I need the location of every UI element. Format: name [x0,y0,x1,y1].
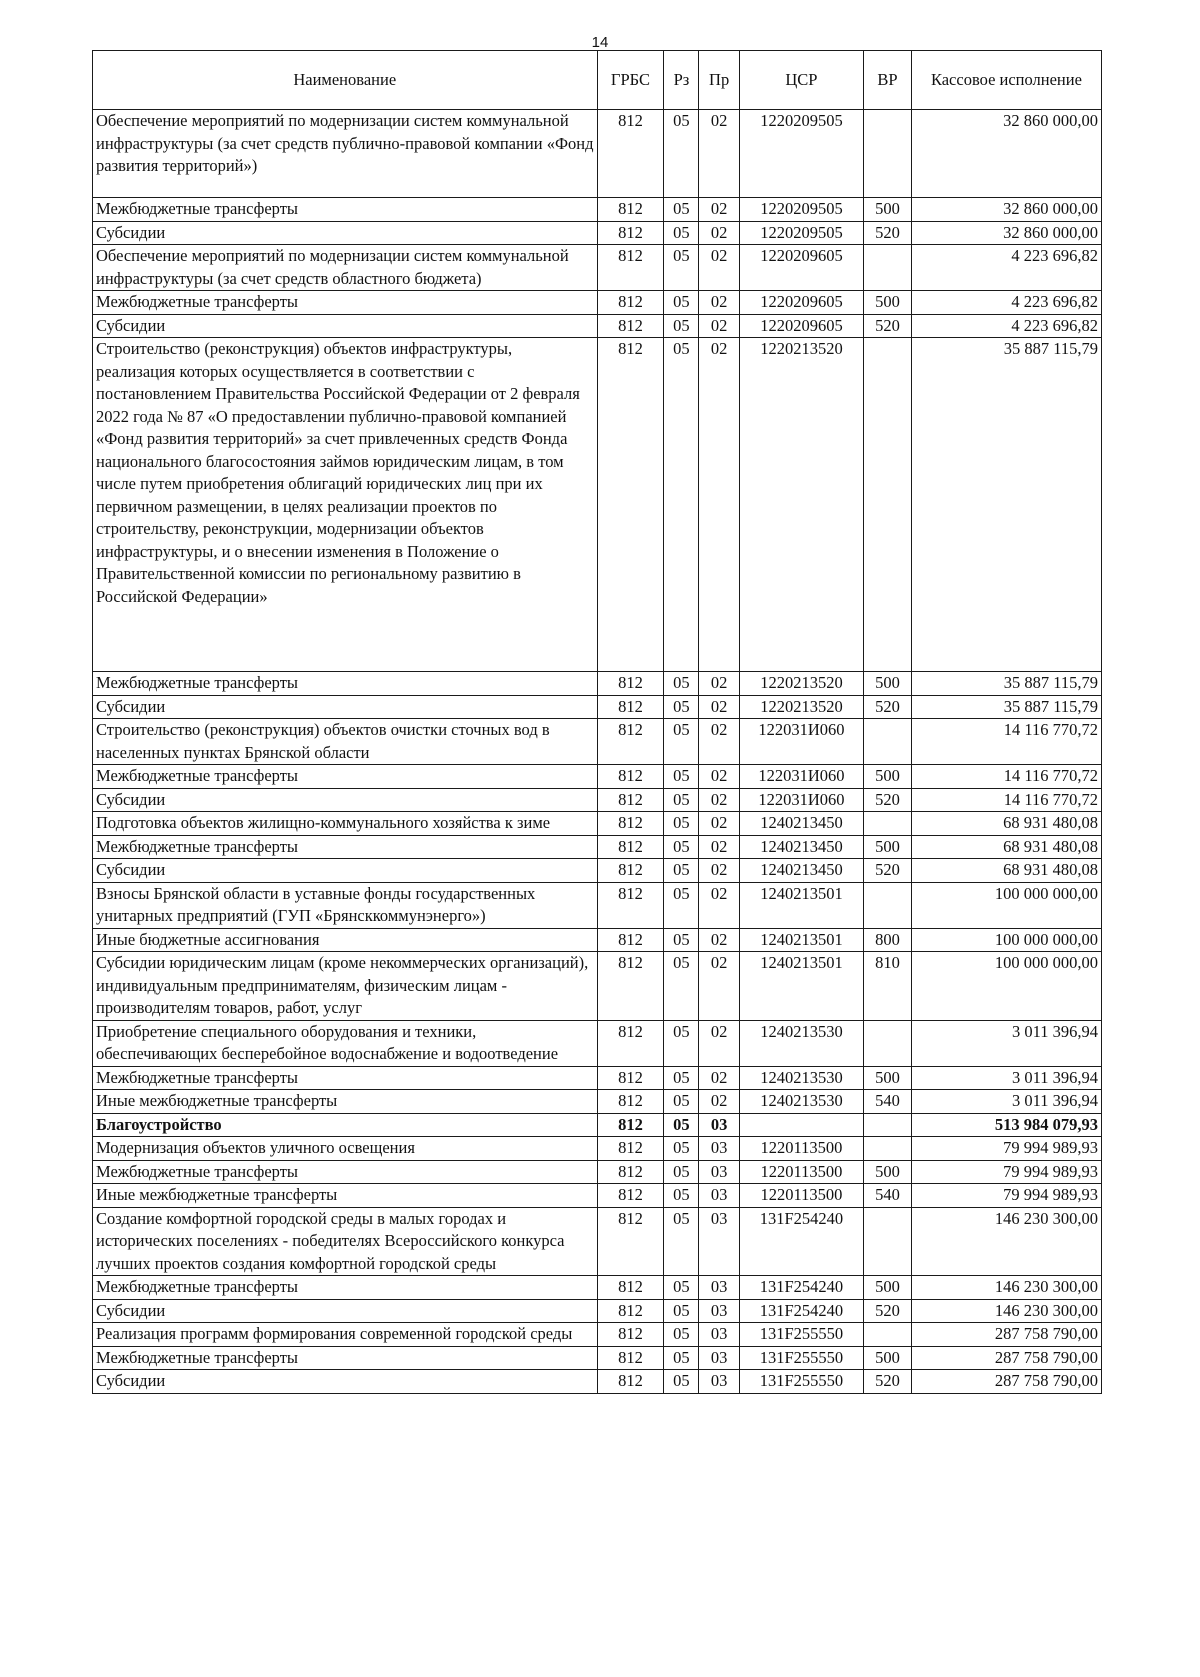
table-row [93,1276,1102,1300]
cell-pr: 03 [699,1276,739,1300]
cell-vr: 810 [864,952,912,1021]
cell-grbs: 812 [597,1370,664,1394]
table-row [93,812,1102,836]
cell-amount: 4 223 696,82 [911,245,1101,291]
cell-pr: 02 [699,835,739,859]
cell-name: Межбюджетные трансферты [93,1346,598,1370]
cell-grbs: 812 [597,1066,664,1090]
cell-grbs: 812 [597,338,664,672]
budget-execution-table [92,50,1102,1394]
cell-grbs: 812 [597,1346,664,1370]
table-body [93,110,1102,1394]
cell-amount: 4 223 696,82 [911,291,1101,315]
cell-vr: 500 [864,672,912,696]
cell-csr: 1220213520 [739,338,863,672]
cell-pr: 02 [699,338,739,672]
table-row [93,198,1102,222]
cell-grbs: 812 [597,110,664,198]
cell-vr: 500 [864,1160,912,1184]
cell-pr: 02 [699,198,739,222]
cell-amount: 100 000 000,00 [911,882,1101,928]
cell-amount: 3 011 396,94 [911,1066,1101,1090]
table-row [93,928,1102,952]
cell-rz: 05 [664,1066,699,1090]
cell-grbs: 812 [597,695,664,719]
cell-rz: 05 [664,1160,699,1184]
cell-grbs: 812 [597,1113,664,1137]
cell-grbs: 812 [597,1090,664,1114]
cell-amount: 79 994 989,93 [911,1160,1101,1184]
cell-pr: 02 [699,314,739,338]
table-row [93,719,1102,765]
column-header-vr: ВР [864,51,912,110]
cell-grbs: 812 [597,1276,664,1300]
cell-amount: 287 758 790,00 [911,1323,1101,1347]
table-row [93,1160,1102,1184]
cell-vr: 520 [864,221,912,245]
cell-vr: 520 [864,788,912,812]
cell-rz: 05 [664,788,699,812]
cell-name: Субсидии [93,1370,598,1394]
cell-rz: 05 [664,1137,699,1161]
cell-grbs: 812 [597,198,664,222]
cell-rz: 05 [664,1207,699,1276]
table-row [93,1207,1102,1276]
cell-name: Межбюджетные трансферты [93,1160,598,1184]
cell-rz: 05 [664,812,699,836]
table-header-row [93,51,1102,110]
cell-vr: 500 [864,198,912,222]
cell-rz: 05 [664,221,699,245]
cell-amount: 68 931 480,08 [911,835,1101,859]
cell-csr: 1240213450 [739,859,863,883]
cell-rz: 05 [664,1113,699,1137]
cell-vr [864,882,912,928]
cell-pr: 02 [699,928,739,952]
cell-csr: 131F254240 [739,1299,863,1323]
cell-name: Межбюджетные трансферты [93,1066,598,1090]
cell-csr: 1240213530 [739,1090,863,1114]
cell-csr: 1240213501 [739,952,863,1021]
cell-csr: 131F254240 [739,1276,863,1300]
cell-pr: 02 [699,812,739,836]
cell-rz: 05 [664,1020,699,1066]
table-row [93,1020,1102,1066]
cell-name: Иные межбюджетные трансферты [93,1184,598,1208]
cell-csr: 1220113500 [739,1137,863,1161]
cell-rz: 05 [664,1346,699,1370]
cell-amount: 79 994 989,93 [911,1184,1101,1208]
cell-vr: 520 [864,314,912,338]
cell-vr: 520 [864,1299,912,1323]
table-row [93,835,1102,859]
cell-vr: 800 [864,928,912,952]
cell-vr [864,338,912,672]
cell-name: Субсидии юридическим лицам (кроме некоммерческих организаций), индивидуальным предпринимателям, физическим лицам - производителям товаров, работ, услуг [93,952,598,1021]
cell-rz: 05 [664,859,699,883]
cell-amount: 3 011 396,94 [911,1090,1101,1114]
cell-amount: 3 011 396,94 [911,1020,1101,1066]
cell-vr: 520 [864,859,912,883]
cell-pr: 02 [699,788,739,812]
cell-rz: 05 [664,1323,699,1347]
cell-vr [864,245,912,291]
table-row [93,1299,1102,1323]
cell-amount: 513 984 079,93 [911,1113,1101,1137]
cell-pr: 02 [699,765,739,789]
table-row [93,952,1102,1021]
table-row [93,1113,1102,1137]
cell-rz: 05 [664,882,699,928]
cell-pr: 03 [699,1137,739,1161]
cell-name: Строительство (реконструкция) объектов очистки сточных вод в населенных пунктах Брянской области [93,719,598,765]
cell-rz: 05 [664,291,699,315]
table-row [93,765,1102,789]
cell-pr: 02 [699,291,739,315]
table-row [93,859,1102,883]
column-header-name: Наименование [93,51,598,110]
cell-csr: 1240213530 [739,1066,863,1090]
cell-csr: 1220209505 [739,198,863,222]
cell-name: Иные межбюджетные трансферты [93,1090,598,1114]
cell-csr: 1220113500 [739,1184,863,1208]
cell-pr: 02 [699,859,739,883]
table-row [93,672,1102,696]
cell-pr: 02 [699,1020,739,1066]
cell-vr [864,1137,912,1161]
cell-amount: 35 887 115,79 [911,338,1101,672]
cell-amount: 68 931 480,08 [911,812,1101,836]
cell-vr [864,1113,912,1137]
cell-rz: 05 [664,952,699,1021]
cell-name: Межбюджетные трансферты [93,672,598,696]
cell-amount: 14 116 770,72 [911,788,1101,812]
cell-rz: 05 [664,110,699,198]
cell-pr: 02 [699,221,739,245]
cell-amount: 100 000 000,00 [911,952,1101,1021]
cell-rz: 05 [664,198,699,222]
cell-name: Реализация программ формирования современной городской среды [93,1323,598,1347]
table-row [93,110,1102,198]
cell-csr: 1220209605 [739,245,863,291]
cell-name: Иные бюджетные ассигнования [93,928,598,952]
cell-csr: 131F254240 [739,1207,863,1276]
cell-grbs: 812 [597,1160,664,1184]
cell-grbs: 812 [597,859,664,883]
cell-csr: 1220209505 [739,221,863,245]
cell-grbs: 812 [597,1207,664,1276]
cell-amount: 32 860 000,00 [911,110,1101,198]
column-header-rz: Рз [664,51,699,110]
cell-vr [864,719,912,765]
table-row [93,338,1102,672]
cell-rz: 05 [664,695,699,719]
cell-vr: 500 [864,1066,912,1090]
cell-grbs: 812 [597,245,664,291]
cell-csr: 1220209505 [739,110,863,198]
cell-grbs: 812 [597,835,664,859]
cell-grbs: 812 [597,765,664,789]
cell-pr: 03 [699,1184,739,1208]
cell-csr: 122031И060 [739,765,863,789]
cell-csr: 1220213520 [739,672,863,696]
cell-csr: 1240213450 [739,812,863,836]
cell-grbs: 812 [597,928,664,952]
cell-amount: 35 887 115,79 [911,695,1101,719]
cell-csr [739,1113,863,1137]
table-row [93,1137,1102,1161]
cell-pr: 02 [699,110,739,198]
cell-rz: 05 [664,245,699,291]
table-row [93,1370,1102,1394]
cell-amount: 68 931 480,08 [911,859,1101,883]
cell-pr: 03 [699,1323,739,1347]
cell-name: Обеспечение мероприятий по модернизации систем коммунальной инфраструктуры (за счет средств публично-правовой компании «Фонд развития территорий») [93,110,598,198]
cell-vr: 500 [864,291,912,315]
page-number: 14 [591,34,609,51]
table-row [93,695,1102,719]
cell-vr: 500 [864,765,912,789]
cell-name: Межбюджетные трансферты [93,198,598,222]
cell-rz: 05 [664,835,699,859]
cell-pr: 03 [699,1160,739,1184]
cell-amount: 32 860 000,00 [911,221,1101,245]
cell-vr [864,110,912,198]
cell-pr: 02 [699,719,739,765]
cell-pr: 02 [699,1066,739,1090]
cell-csr: 131F255550 [739,1323,863,1347]
cell-amount: 79 994 989,93 [911,1137,1101,1161]
cell-grbs: 812 [597,1299,664,1323]
cell-amount: 14 116 770,72 [911,765,1101,789]
cell-rz: 05 [664,672,699,696]
cell-grbs: 812 [597,719,664,765]
cell-name: Межбюджетные трансферты [93,1276,598,1300]
cell-vr: 540 [864,1090,912,1114]
cell-amount: 146 230 300,00 [911,1299,1101,1323]
cell-name: Модернизация объектов уличного освещения [93,1137,598,1161]
table-row [93,882,1102,928]
cell-csr: 1220213520 [739,695,863,719]
cell-name: Межбюджетные трансферты [93,835,598,859]
cell-name: Субсидии [93,788,598,812]
cell-name: Подготовка объектов жилищно-коммунального хозяйства к зиме [93,812,598,836]
cell-amount: 4 223 696,82 [911,314,1101,338]
cell-vr [864,812,912,836]
table-row [93,221,1102,245]
cell-amount: 287 758 790,00 [911,1346,1101,1370]
cell-pr: 03 [699,1207,739,1276]
table-row [93,314,1102,338]
table-row [93,1346,1102,1370]
cell-csr: 1240213450 [739,835,863,859]
cell-name: Субсидии [93,221,598,245]
cell-amount: 32 860 000,00 [911,198,1101,222]
cell-csr: 122031И060 [739,788,863,812]
cell-name: Межбюджетные трансферты [93,765,598,789]
cell-grbs: 812 [597,1020,664,1066]
table-row [93,1323,1102,1347]
cell-rz: 05 [664,1090,699,1114]
cell-rz: 05 [664,314,699,338]
cell-rz: 05 [664,338,699,672]
cell-pr: 03 [699,1299,739,1323]
cell-name: Создание комфортной городской среды в малых городах и исторических поселениях - победителях Всероссийского конкурса лучших проектов создания комфортной городской среды [93,1207,598,1276]
cell-amount: 100 000 000,00 [911,928,1101,952]
cell-pr: 02 [699,245,739,291]
cell-csr: 131F255550 [739,1346,863,1370]
cell-name: Межбюджетные трансферты [93,291,598,315]
table-row [93,1090,1102,1114]
cell-grbs: 812 [597,1184,664,1208]
cell-pr: 03 [699,1113,739,1137]
cell-pr: 02 [699,1090,739,1114]
cell-pr: 02 [699,695,739,719]
cell-grbs: 812 [597,812,664,836]
cell-csr: 1220209605 [739,291,863,315]
cell-amount: 287 758 790,00 [911,1370,1101,1394]
cell-rz: 05 [664,1299,699,1323]
cell-pr: 03 [699,1370,739,1394]
cell-grbs: 812 [597,221,664,245]
cell-csr: 1240213530 [739,1020,863,1066]
table-row [93,1066,1102,1090]
cell-name: Строительство (реконструкция) объектов инфраструктуры, реализация которых осуществляется в соответствии с постановлением Правительства Российской Федерации от 2 февраля 2022 года № 87 «О предоставлении публично-правовой компанией «Фонд развития территорий» за счет привлеченных средств Фонда национального благосостояния займов юридическим лицам, в том числе путем приобретения облигаций юридических лиц при их первичном размещении, в целях реализации проектов по строительству, реконструкции, модернизации объектов инфраструктуры, и о внесении изменения в Положение о Правительственной комиссии по региональному развитию в Российской Федерации» [93,338,598,672]
cell-grbs: 812 [597,1137,664,1161]
cell-name: Приобретение специального оборудования и техники, обеспечивающих бесперебойное водоснабжение и водоотведение [93,1020,598,1066]
cell-vr: 520 [864,1370,912,1394]
cell-csr: 1220113500 [739,1160,863,1184]
cell-grbs: 812 [597,882,664,928]
column-header-grbs: ГРБС [597,51,664,110]
cell-vr: 540 [864,1184,912,1208]
cell-grbs: 812 [597,788,664,812]
cell-amount: 146 230 300,00 [911,1207,1101,1276]
cell-grbs: 812 [597,672,664,696]
cell-name: Субсидии [93,695,598,719]
table-row [93,291,1102,315]
cell-name: Благоустройство [93,1113,598,1137]
cell-rz: 05 [664,928,699,952]
cell-csr: 1240213501 [739,882,863,928]
cell-vr [864,1323,912,1347]
cell-name: Субсидии [93,314,598,338]
cell-pr: 02 [699,952,739,1021]
column-header-amount: Кассовое исполнение [911,51,1101,110]
cell-vr: 500 [864,1276,912,1300]
cell-amount: 14 116 770,72 [911,719,1101,765]
column-header-pr: Пр [699,51,739,110]
cell-amount: 35 887 115,79 [911,672,1101,696]
cell-pr: 02 [699,672,739,696]
column-header-csr: ЦСР [739,51,863,110]
cell-grbs: 812 [597,291,664,315]
cell-vr: 500 [864,1346,912,1370]
cell-vr [864,1020,912,1066]
table-row [93,245,1102,291]
cell-csr: 1240213501 [739,928,863,952]
cell-csr: 122031И060 [739,719,863,765]
cell-pr: 03 [699,1346,739,1370]
cell-name: Взносы Брянской области в уставные фонды государственных унитарных предприятий (ГУП «Брянсккоммунэнерго») [93,882,598,928]
cell-vr: 500 [864,835,912,859]
cell-name: Субсидии [93,859,598,883]
table-row [93,1184,1102,1208]
table-row [93,788,1102,812]
cell-csr: 1220209605 [739,314,863,338]
cell-csr: 131F255550 [739,1370,863,1394]
cell-grbs: 812 [597,314,664,338]
cell-pr: 02 [699,882,739,928]
cell-amount: 146 230 300,00 [911,1276,1101,1300]
cell-vr [864,1207,912,1276]
cell-rz: 05 [664,1370,699,1394]
cell-rz: 05 [664,765,699,789]
cell-name: Субсидии [93,1299,598,1323]
cell-rz: 05 [664,719,699,765]
cell-grbs: 812 [597,1323,664,1347]
cell-grbs: 812 [597,952,664,1021]
cell-vr: 520 [864,695,912,719]
cell-rz: 05 [664,1276,699,1300]
cell-name: Обеспечение мероприятий по модернизации систем коммунальной инфраструктуры (за счет средств областного бюджета) [93,245,598,291]
cell-rz: 05 [664,1184,699,1208]
